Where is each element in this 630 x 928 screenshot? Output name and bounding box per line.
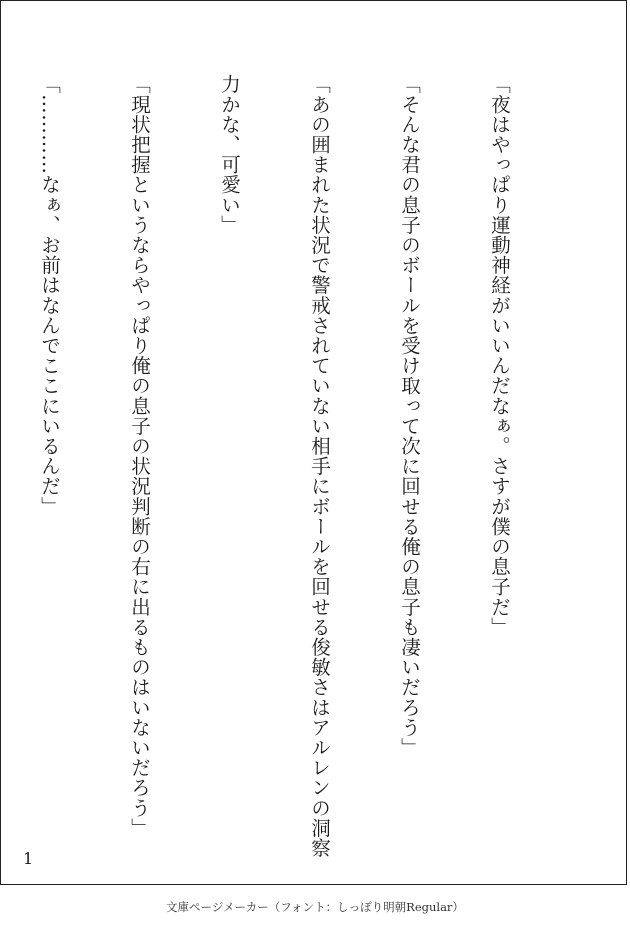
vertical-text-body — [0, 74, 574, 858]
text-line: 力かな、可愛い」 — [218, 74, 241, 235]
text-line: 「あの囲まれた状況で警戒されていない相手にボールを回せる俊敏さはアルレンの洞察 — [308, 74, 331, 858]
text-line: 「そんな君の息子のボールを受け取って次に回せる俺の息子も凄いだろう」 — [398, 74, 421, 758]
page-number: 1 — [23, 849, 34, 868]
text-line: 「…………なぁ、お前はなんでここにいるんだ」 — [38, 74, 61, 517]
text-line: 「現状把握というならやっぱり俺の息子の状況判断の右に出るものはいないだろう」 — [128, 74, 151, 838]
text-line: 「夜はやっぱり運動神経がいいんだなぁ。さすが僕の息子だ」 — [488, 74, 511, 637]
footer-credit: 文庫ページメーカー（フォント：しっぽり明朝Regular） — [166, 900, 464, 914]
